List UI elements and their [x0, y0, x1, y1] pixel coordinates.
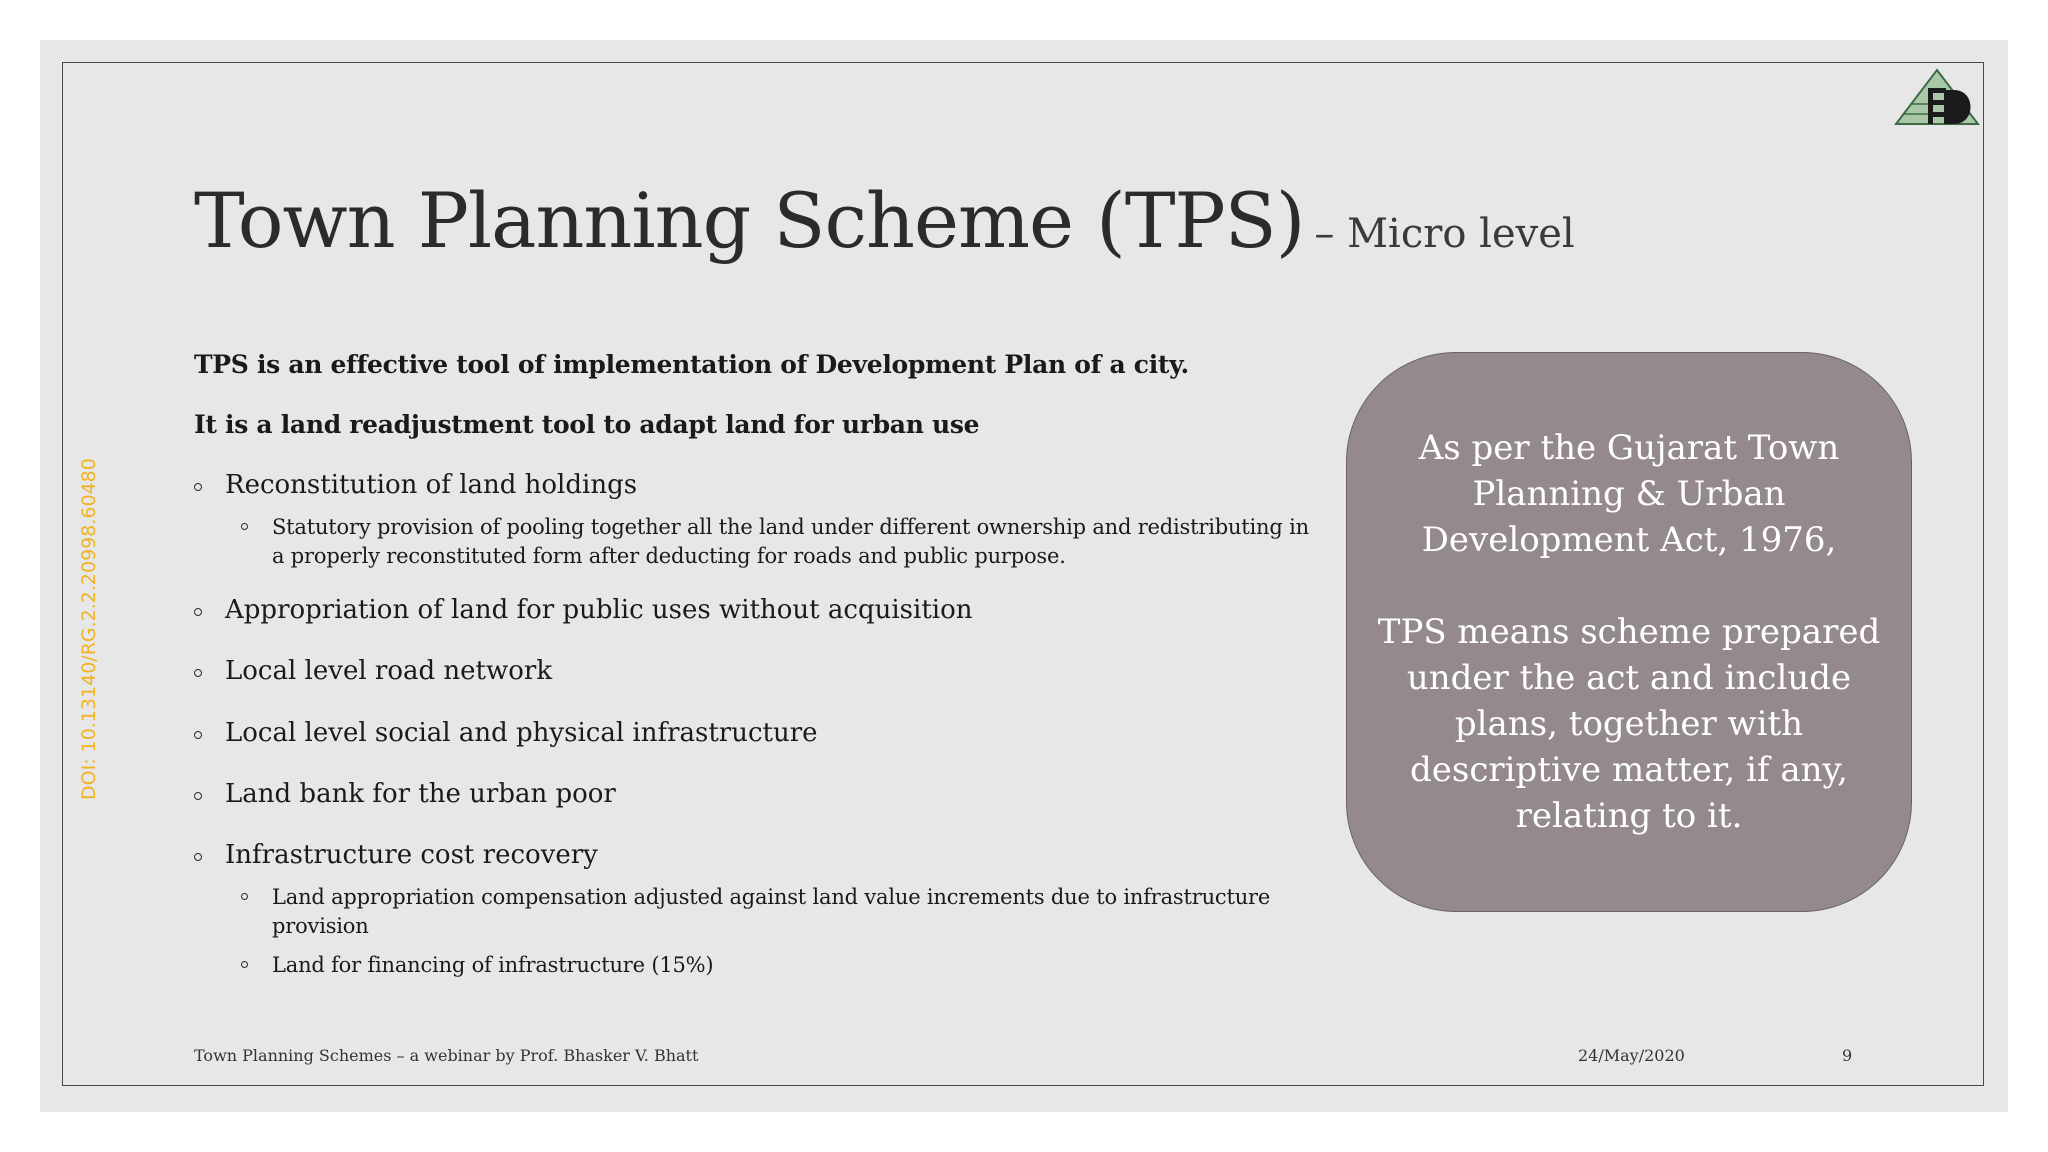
title-subtitle: – Micro level [1314, 211, 1575, 257]
pyramid-logo-icon [1892, 66, 1982, 128]
callout-paragraph: As per the Gujarat Town Planning & Urban Development Act, 1976, [1418, 428, 1840, 560]
slide [40, 40, 2008, 1112]
sub-bullet-item: Land appropriation compensation adjusted against land value increments due to infrastructure provision [241, 883, 1312, 941]
title-main: Town Planning Scheme (TPS) [194, 176, 1305, 265]
footer-text: Town Planning Schemes – a webinar by Prof. Bhasker V. Bhatt [194, 1046, 699, 1065]
footer-date: 24/May/2020 [1578, 1046, 1685, 1065]
doi-label: DOI: 10.13140/RG.2.2.20998.60480 [78, 458, 100, 800]
bullet-item: Infrastructure cost recovery [194, 840, 1354, 871]
callout-text [1369, 425, 1889, 839]
callout-paragraph: TPS means scheme prepared under the act and include plans, together with descriptive matter, if any, relating to it. [1377, 612, 1881, 836]
bullet-content [194, 350, 1354, 1004]
definition-callout [1346, 352, 1912, 912]
bullet-item: Appropriation of land for public uses without acquisition [194, 595, 1354, 626]
sub-bullet-item: Land for financing of infrastructure (15%) [241, 951, 1312, 980]
bullet-item: Land bank for the urban poor [194, 779, 1354, 810]
slide-title [194, 176, 1575, 265]
bullet-item: Local level road network [194, 656, 1354, 687]
bullet-item: Local level social and physical infrastructure [194, 718, 1354, 749]
lead-statement: It is a land readjustment tool to adapt land for urban use [194, 410, 980, 439]
sub-bullet-item: Statutory provision of pooling together all the land under different ownership and redistributing in a properly reconstituted form after deducting for roads and public purpose. [241, 513, 1312, 571]
bullet-item: Reconstitution of land holdings [194, 470, 1354, 501]
page-number: 9 [1842, 1046, 1853, 1065]
lead-statement: TPS is an effective tool of implementation of Development Plan of a city. [194, 350, 1189, 379]
